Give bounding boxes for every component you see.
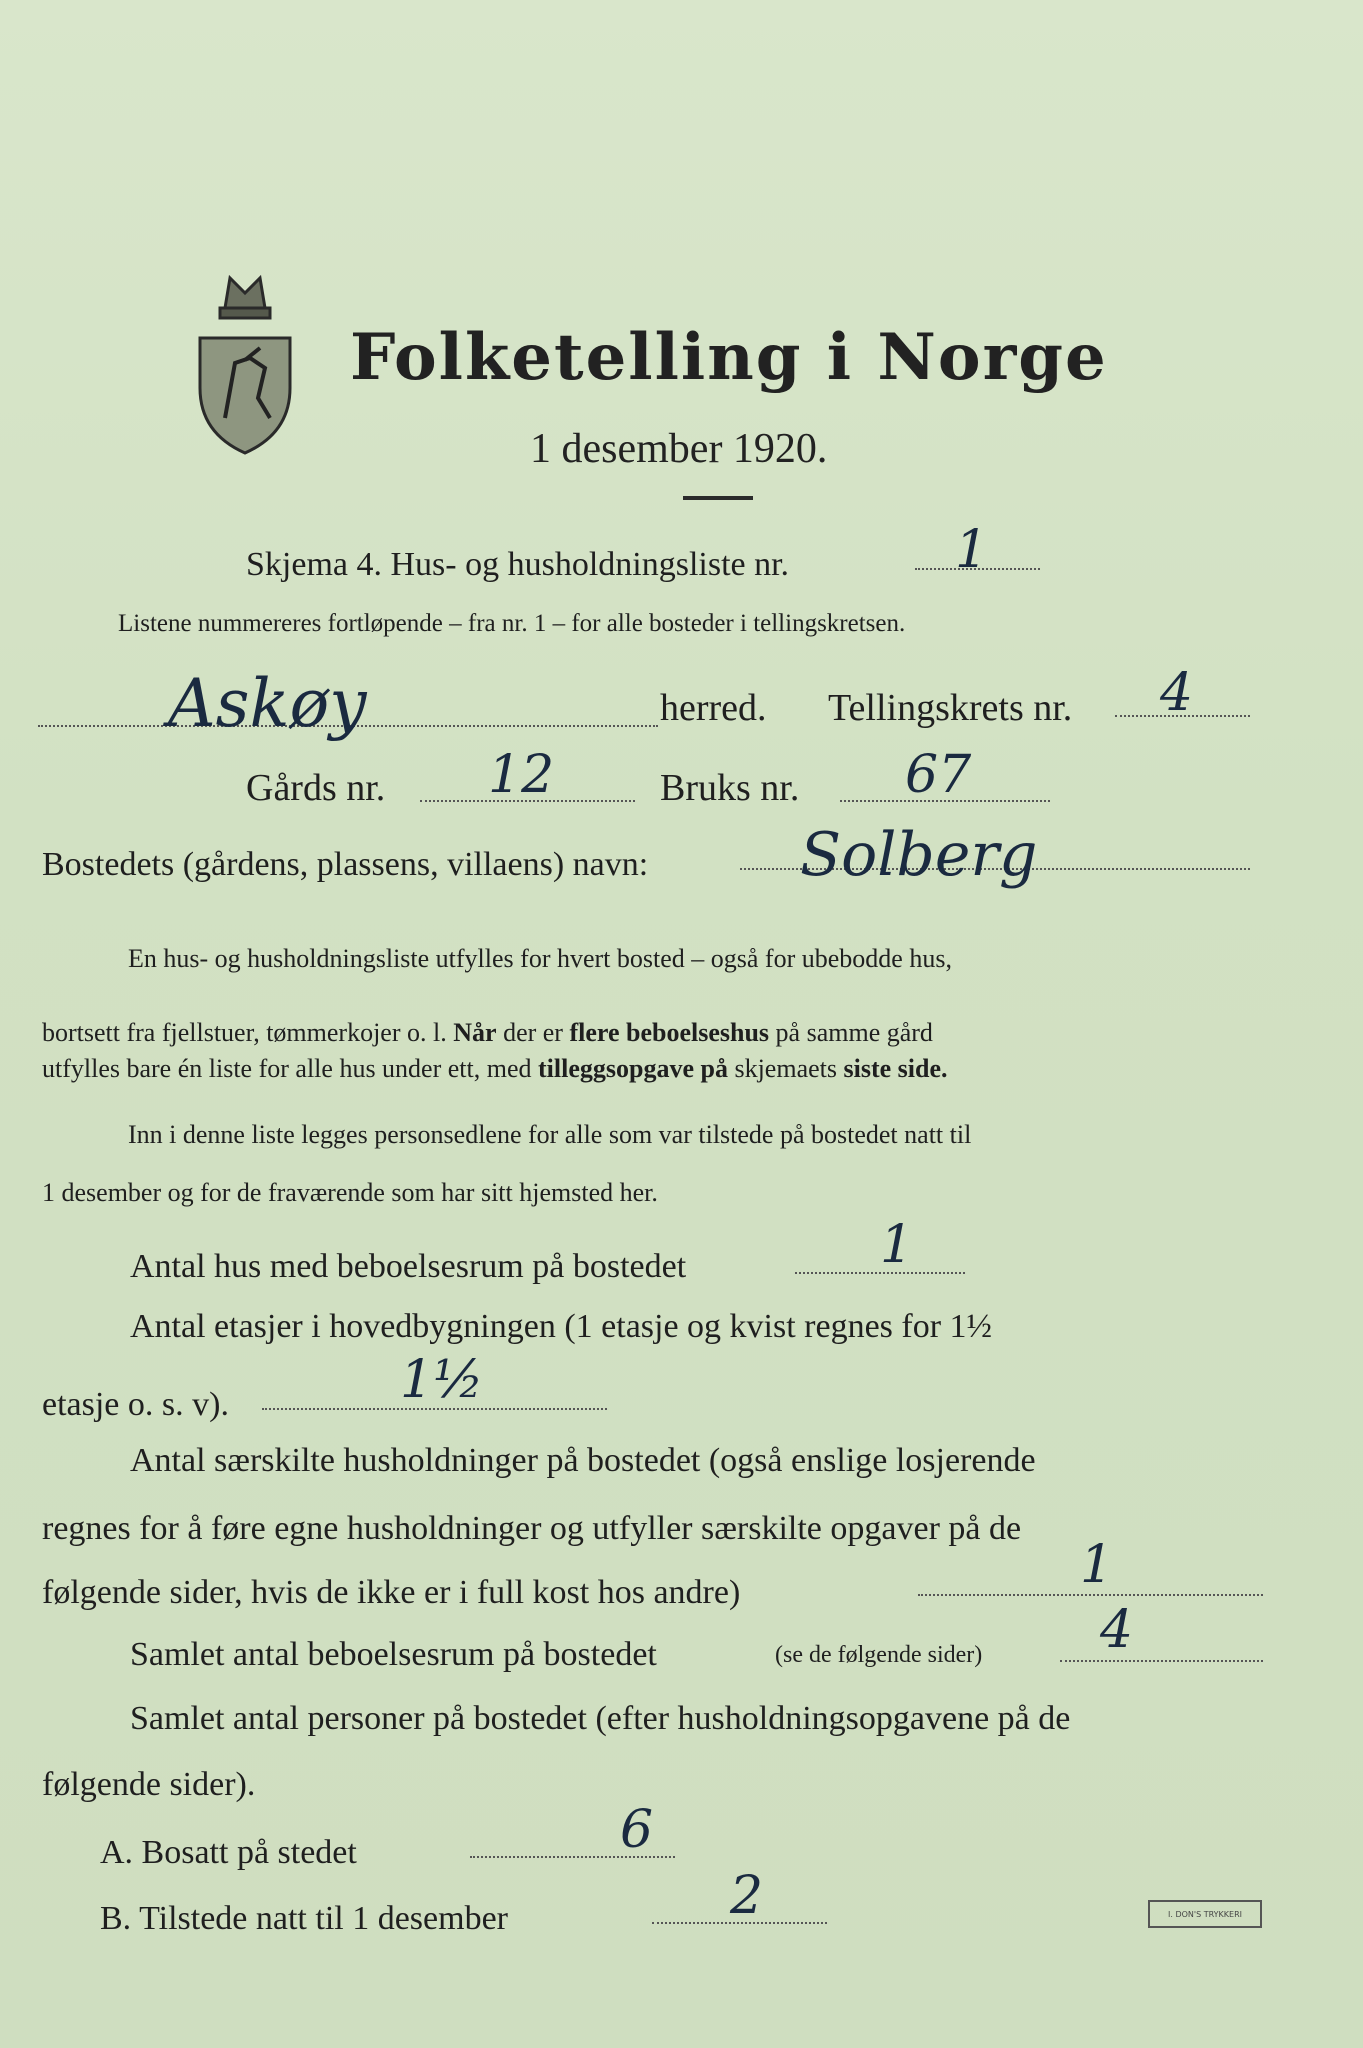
instruction-bold: flere beboelseshus (569, 1018, 770, 1047)
schema-number-value: 1 (955, 520, 989, 580)
gards-value: 12 (488, 745, 555, 805)
divider (683, 496, 753, 500)
instruction-bold: tilleggsopgave på (538, 1054, 728, 1083)
bosted-label: Bostedets (gårdens, plassens, villaens) navn: (42, 846, 649, 883)
rum-line (1060, 1660, 1263, 1662)
instruction-line-2 (42, 1018, 1262, 1048)
instruction-line-1: En hus- og husholdningsliste utfylles for hvert bosted – også for ubebodde hus, (128, 944, 952, 973)
gards-label: Gårds nr. (246, 767, 386, 809)
page-title: Folketelling i Norge (350, 320, 1108, 395)
question-etasjer-value: 1½ (400, 1350, 484, 1410)
instruction-line-3 (42, 1054, 948, 1084)
question-hush-value: 1 (1080, 1535, 1114, 1595)
question-hush-line-1: Antal særskilte husholdninger på bostedet (også enslige losjerende (130, 1442, 1036, 1479)
tellingskrets-label: Tellingskrets nr. (828, 687, 1073, 729)
printer-stamp: I. DON'S TRYKKERI (1148, 1900, 1262, 1928)
question-rum-value: 4 (1100, 1600, 1134, 1660)
question-etasjer-line-2: etasje o. s. v). (42, 1386, 229, 1423)
herred-label: herred. (660, 687, 767, 729)
instruction-bold: siste side. (843, 1054, 948, 1083)
question-pers-line-1: Samlet antal personer på bostedet (efter husholdningsopgavene på de (130, 1700, 1071, 1737)
census-date: 1 desember 1920. (530, 426, 828, 472)
instruction-bold: Når (453, 1018, 497, 1047)
question-pers-line-2: følgende sider). (42, 1766, 256, 1803)
question-etasjer-line-1: Antal etasjer i hovedbygningen (1 etasje og kvist regnes for 1½ (130, 1308, 993, 1345)
instruction-text: bortsett fra fjellstuer, tømmerkojer o. l. (42, 1018, 447, 1047)
schema-note: Listene nummereres fortløpende – fra nr. 1 – for alle bosteder i tellingskretsen. (118, 610, 906, 637)
question-hus-label: Antal hus med beboelsesrum på bostedet (130, 1248, 687, 1285)
instruction-line-4: Inn i denne liste legges personsedlene for alle som var tilstede på bostedet natt til (128, 1120, 972, 1149)
question-rum-note: (se de følgende sider) (775, 1642, 983, 1668)
question-hush-line-2: regnes for å føre egne husholdninger og utfyller særskilte opgaver på de (42, 1510, 1022, 1547)
schema-label: Skjema 4. Hus- og husholdningsliste nr. (246, 546, 790, 583)
herred-value: Askøy (168, 665, 367, 742)
instruction-text: der er (503, 1018, 563, 1047)
bruks-label: Bruks nr. (660, 767, 800, 809)
question-b-label: B. Tilstede natt til 1 desember (100, 1900, 508, 1937)
question-rum-label: Samlet antal beboelsesrum på bostedet (130, 1636, 657, 1673)
norwegian-coat-of-arms-icon (190, 268, 300, 458)
instruction-text: på samme gård (775, 1018, 933, 1047)
question-b-value: 2 (730, 1866, 764, 1926)
question-a-value: 6 (620, 1800, 654, 1860)
instruction-text: skjemaets (734, 1054, 837, 1083)
tellingskrets-value: 4 (1160, 663, 1194, 723)
question-hush-line-3: følgende sider, hvis de ikke er i full kost hos andre) (42, 1574, 741, 1611)
question-hus-value: 1 (880, 1215, 914, 1275)
question-a-label: A. Bosatt på stedet (100, 1834, 357, 1871)
instruction-line-5: 1 desember og for de fraværende som har sitt hjemsted her. (42, 1178, 658, 1207)
bruks-value: 67 (905, 745, 972, 805)
bosted-value: Solberg (800, 820, 1038, 890)
instruction-text: utfylles bare én liste for alle hus under ett, med (42, 1054, 532, 1083)
